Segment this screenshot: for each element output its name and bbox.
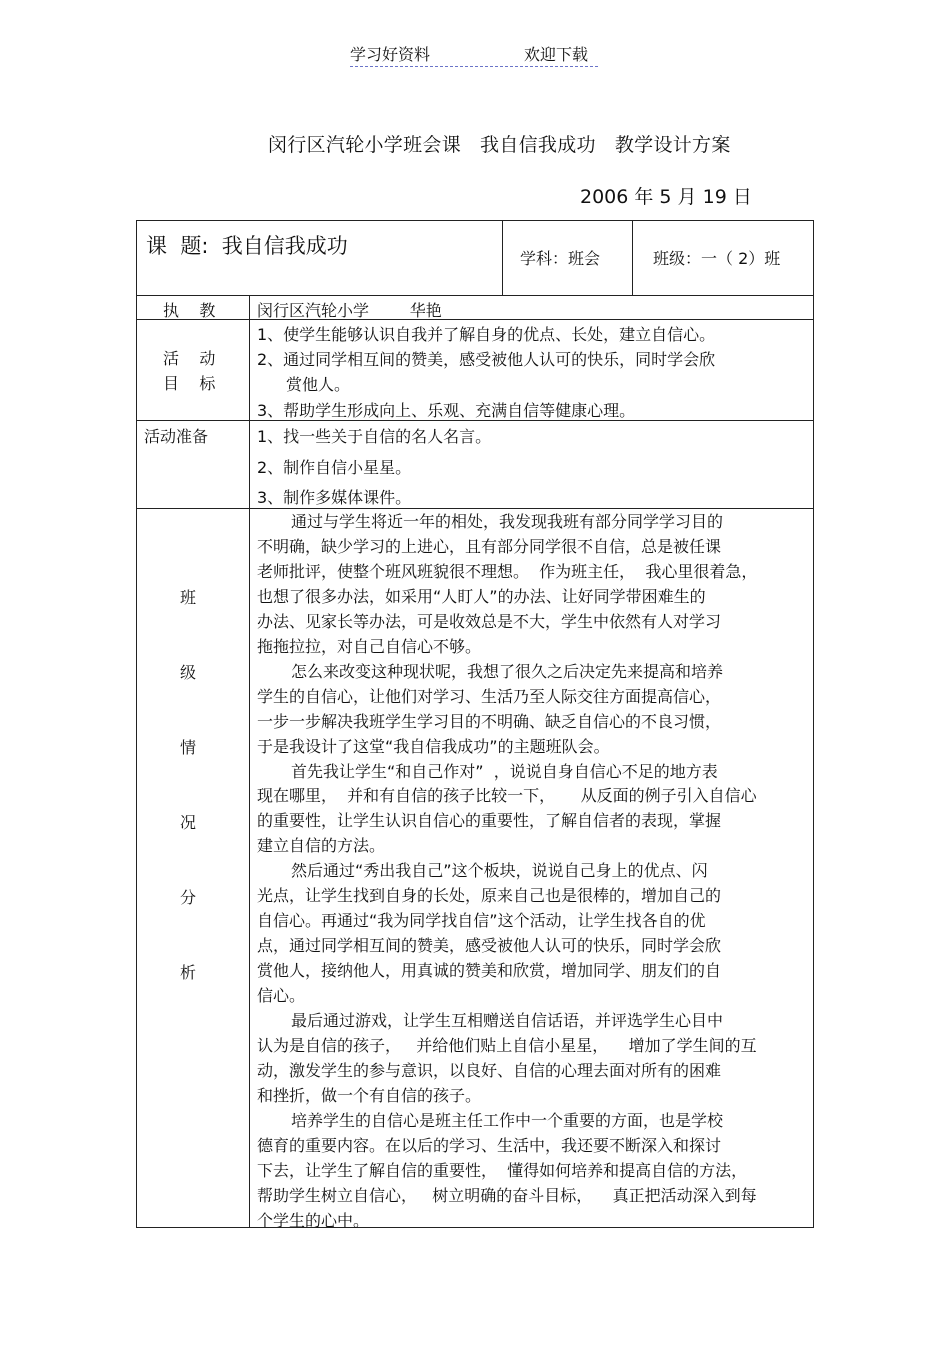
analysis-label-char: 情: [180, 738, 197, 757]
analysis-line: 然后通过“秀出我自己”这个板块，说说自己身上的优点、闪: [291, 861, 708, 881]
goal-item: 1、使学生能够认识自我并了解自身的优点、长处，建立自信心。: [257, 325, 716, 344]
analysis-line: 于是我设计了这堂“我自信我成功”的主题班队会。: [257, 736, 610, 756]
prep-label: 活动准备: [144, 427, 209, 446]
analysis-label-char: 况: [180, 813, 197, 832]
analysis-line: 不明确，缺少学习的上进心，且有部分同学很不自信，总是被任课: [257, 536, 722, 556]
analysis-line: 通过与学生将近一年的相处，我发现我班有部分同学学习目的: [291, 512, 724, 531]
document-date: 2006 年 5 月 19 日: [580, 186, 752, 208]
analysis-line: 下去，让学生了解自信的重要性， 懂得如何培养和提高自信的方法，: [257, 1160, 748, 1180]
document-title: 闵行区汽轮小学班会课 我自信我成功 教学设计方案: [268, 134, 731, 156]
analysis-line: 和挫折，做一个有自信的孩子。: [257, 1085, 482, 1105]
analysis-line: 也想了很多办法，如采用“人盯人”的办法、让好同学带困难生的: [257, 586, 706, 606]
table-row-divider: [136, 295, 814, 296]
analysis-label-char: 级: [180, 663, 197, 682]
analysis-line: 老师批评，使整个班风班貌很不理想。 作为班主任， 我心里很着急，: [257, 561, 758, 581]
goal-item: 2、通过同学相互间的赞美，感受被他人认可的快乐，同时学会欣: [257, 350, 716, 369]
analysis-line: 自信心。再通过“我为同学找自信”这个活动，让学生找各自的优: [257, 911, 706, 931]
analysis-line: 赏他人，接纳他人，用真诚的赞美和欣赏，增加同学、朋友们的自: [257, 961, 722, 981]
analysis-line: 最后通过游戏，让学生互相赠送自信话语，并评选学生心目中: [291, 1011, 724, 1030]
table-column-divider: [632, 220, 633, 295]
goals-label-1: 活 动: [163, 349, 216, 368]
table-column-divider: [249, 295, 250, 1228]
analysis-label-char: 分: [180, 888, 197, 907]
analysis-line: 德育的重要内容。在以后的学习、生活中，我还要不断深入和探讨: [257, 1135, 722, 1155]
analysis-line: 首先我让学生“和自己作对” ，说说自身自信心不足的地方表: [291, 761, 718, 781]
prep-item: 1、找一些关于自信的名人名言。: [257, 427, 492, 446]
teacher-label: 执 教: [163, 301, 216, 320]
analysis-line: 点，通过同学相互间的赞美，感受被他人认可的快乐，同时学会欣: [257, 936, 722, 956]
header-right-text: 欢迎下载: [524, 45, 589, 64]
topic-label: 课 题:: [146, 234, 209, 258]
goal-item: 赏他人。: [286, 375, 351, 394]
goal-item: 3、帮助学生形成向上、乐观、充满自信等健康心理。: [257, 401, 636, 420]
subject-cell: 学科：班会: [520, 249, 601, 268]
analysis-line: 办法、见家长等办法，可是收效总是不大，学生中依然有人对学习: [257, 611, 722, 631]
analysis-line: 光点，让学生找到自身的长处，原来自己也是很棒的，增加自己的: [257, 886, 722, 906]
analysis-label-char: 班: [180, 588, 197, 607]
analysis-line: 动，激发学生的参与意识，以良好、自信的心理去面对所有的困难: [257, 1060, 722, 1080]
analysis-line: 建立自信的方法。: [257, 836, 386, 856]
goals-label-2: 目 标: [163, 374, 216, 393]
teacher-value: 闵行区汽轮小学 华艳: [257, 301, 442, 320]
analysis-line: 拖拖拉拉，对自己自信心不够。: [257, 636, 482, 656]
analysis-line: 个学生的心中。: [257, 1210, 370, 1230]
analysis-line: 现在哪里， 并和有自信的孩子比较一下， 从反面的例子引入自信心: [257, 786, 757, 806]
analysis-line: 信心。: [257, 986, 306, 1006]
analysis-line: 的重要性，让学生认识自信心的重要性，了解自信者的表现，掌握: [257, 811, 722, 831]
prep-item: 3、制作多媒体课件。: [257, 488, 412, 507]
class-cell: 班级：一（ 2）班: [653, 249, 781, 268]
analysis-line: 学生的自信心，让他们对学习、生活乃至人际交往方面提高信心，: [257, 686, 722, 706]
analysis-line: 认为是自信的孩子， 并给他们贴上自信小星星， 增加了学生间的互: [257, 1035, 757, 1055]
page-header: [350, 42, 598, 67]
topic-value: 我自信我成功: [221, 234, 348, 258]
analysis-line: 培养学生的自信心是班主任工作中一个重要的方面，也是学校: [291, 1110, 724, 1130]
analysis-line: 怎么来改变这种现状呢，我想了很久之后决定先来提高和培养: [291, 661, 724, 681]
table-column-divider: [502, 220, 503, 295]
table-row-divider: [136, 319, 814, 320]
analysis-line: 一步一步解决我班学生学习目的不明确、缺乏自信心的不良习惯，: [257, 711, 722, 731]
header-left-text: 学习好资料: [350, 45, 431, 64]
prep-item: 2、制作自信小星星。: [257, 458, 412, 477]
topic-cell: [146, 230, 348, 260]
analysis-label-char: 析: [180, 963, 197, 982]
analysis-line: 帮助学生树立自信心， 树立明确的奋斗目标， 真正把活动深入到每: [257, 1185, 757, 1205]
